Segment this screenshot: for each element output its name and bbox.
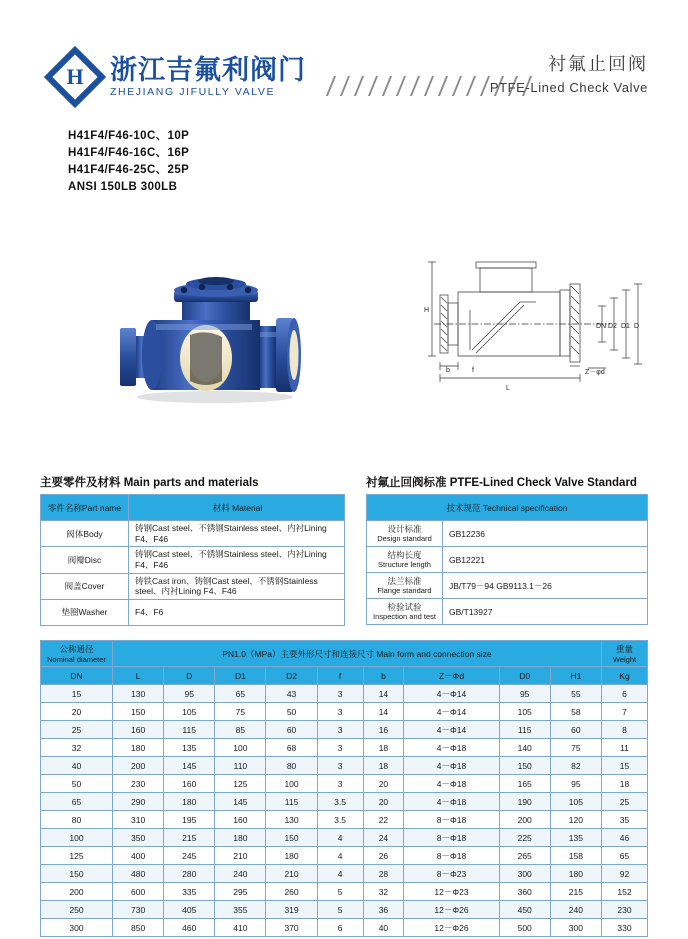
standard-item-cn: 设计标准 xyxy=(387,523,422,534)
cell-d0: 300 xyxy=(499,865,550,883)
table-row xyxy=(367,573,648,599)
standard-item-cn: 法兰标准 xyxy=(387,575,422,586)
cell-h1: 120 xyxy=(550,811,601,829)
cell-h1: 105 xyxy=(550,793,601,811)
cell-h1: 82 xyxy=(550,757,601,775)
table-row xyxy=(41,811,648,829)
standard-item-cell xyxy=(367,573,443,599)
cell-l: 160 xyxy=(113,721,164,739)
cell-d0: 95 xyxy=(499,685,550,703)
cell-kg: 15 xyxy=(602,757,648,775)
cell-d: 195 xyxy=(164,811,215,829)
cell-l: 130 xyxy=(113,685,164,703)
standard-item-cell xyxy=(367,547,443,573)
cell-f: 5 xyxy=(317,901,363,919)
cell-b: 14 xyxy=(363,703,404,721)
part-name-cn: 垫圈 xyxy=(61,607,79,618)
cell-d0: 165 xyxy=(499,775,550,793)
group-header-weight xyxy=(602,641,648,667)
col-l: L xyxy=(113,667,164,685)
col-d1: D1 xyxy=(215,667,266,685)
table-header-row xyxy=(41,495,345,521)
cell-l: 600 xyxy=(113,883,164,901)
table-row xyxy=(41,739,648,757)
cell-b: 16 xyxy=(363,721,404,739)
table-row xyxy=(41,919,648,937)
cell-h1: 135 xyxy=(550,829,601,847)
cell-d: 95 xyxy=(164,685,215,703)
parts-th-material: 材料 Material xyxy=(129,495,345,521)
cell-d2: 68 xyxy=(266,739,317,757)
group-header-weight-en: Weight xyxy=(612,655,637,664)
dim-label-D: D xyxy=(634,323,640,330)
cell-h1: 158 xyxy=(550,847,601,865)
cell-zd: 4－Φ18 xyxy=(404,793,499,811)
product-photo xyxy=(110,240,340,415)
cell-b: 26 xyxy=(363,847,404,865)
group-header-main-size: PN1.0（MPa）主要外形尺寸和连接尺寸 Main form and connection size xyxy=(113,641,602,667)
part-name-en: Disc xyxy=(84,554,102,565)
cell-zd: 4－Φ14 xyxy=(404,685,499,703)
cell-zd: 4－Φ18 xyxy=(404,775,499,793)
cell-dn: 200 xyxy=(41,883,113,901)
model-code-list xyxy=(68,128,189,196)
col-f: f xyxy=(317,667,363,685)
cell-l: 730 xyxy=(113,901,164,919)
cell-d: 135 xyxy=(164,739,215,757)
part-material-cell: 铸铁Cast iron、铸钢Cast steel、不锈钢Stainless steel、内衬Lining F4、F46 xyxy=(129,573,345,599)
cell-d0: 190 xyxy=(499,793,550,811)
standard-value-cell: GB12236 xyxy=(443,521,648,547)
part-name-en: Washer xyxy=(78,607,108,618)
table-row xyxy=(41,865,648,883)
cell-zd: 8－Φ23 xyxy=(404,865,499,883)
cell-d2: 80 xyxy=(266,757,317,775)
dim-label-DN: DN xyxy=(596,323,607,330)
standard-value-cell: GB/T13927 xyxy=(443,599,648,625)
dim-label-Zd: Z－φd xyxy=(585,369,605,376)
cell-b: 40 xyxy=(363,919,404,937)
cell-f: 5 xyxy=(317,883,363,901)
cell-f: 4 xyxy=(317,829,363,847)
model-code-line: ANSI 150LB 300LB xyxy=(68,181,178,193)
table-row xyxy=(41,793,648,811)
dim-label-H: H xyxy=(424,307,430,314)
cell-kg: 230 xyxy=(602,901,648,919)
cell-l: 200 xyxy=(113,757,164,775)
cell-zd: 4－Φ18 xyxy=(404,757,499,775)
cell-dn: 65 xyxy=(41,793,113,811)
table-row xyxy=(41,521,345,547)
cell-d0: 225 xyxy=(499,829,550,847)
cell-b: 20 xyxy=(363,793,404,811)
cell-d1: 160 xyxy=(215,811,266,829)
cell-f: 3 xyxy=(317,703,363,721)
cell-d2: 43 xyxy=(266,685,317,703)
company-name-cn: 浙江吉氟利阀门 xyxy=(110,54,306,85)
standard-value-cell: GB12221 xyxy=(443,547,648,573)
table-row xyxy=(41,685,648,703)
main-parts-table xyxy=(40,494,345,626)
model-code-line: H41F4/F46-16C、16P xyxy=(68,147,190,159)
cell-l: 310 xyxy=(113,811,164,829)
group-header-weight-cn: 重量 xyxy=(615,644,633,654)
cell-d2: 370 xyxy=(266,919,317,937)
col-dn: DN xyxy=(41,667,113,685)
cell-d: 105 xyxy=(164,703,215,721)
part-name-cell xyxy=(41,521,129,547)
cell-d2: 50 xyxy=(266,703,317,721)
cell-d1: 410 xyxy=(215,919,266,937)
cell-d: 160 xyxy=(164,775,215,793)
standard-heading-en: PTFE-Lined Check Valve Standard xyxy=(449,477,637,489)
technical-drawing xyxy=(410,240,660,415)
col-h1: H1 xyxy=(550,667,601,685)
cell-zd: 12－Φ26 xyxy=(404,919,499,937)
table-row xyxy=(367,547,648,573)
standard-item-en: Design standard xyxy=(377,534,432,544)
cell-l: 400 xyxy=(113,847,164,865)
cell-d1: 240 xyxy=(215,865,266,883)
standard-item-en: Flange standard xyxy=(377,586,432,596)
cell-zd: 4－Φ18 xyxy=(404,739,499,757)
cell-d: 145 xyxy=(164,757,215,775)
product-title-block xyxy=(490,50,648,95)
cell-f: 3 xyxy=(317,721,363,739)
cell-kg: 152 xyxy=(602,883,648,901)
cell-h1: 180 xyxy=(550,865,601,883)
table-row xyxy=(41,573,345,599)
standard-item-en: Inspection and test xyxy=(373,612,436,622)
cell-d1: 125 xyxy=(215,775,266,793)
standard-section-heading xyxy=(366,474,637,490)
cell-l: 290 xyxy=(113,793,164,811)
cell-kg: 25 xyxy=(602,793,648,811)
table-row xyxy=(41,547,345,573)
check-valve-illustration xyxy=(110,240,340,415)
table-header-row xyxy=(41,667,648,685)
standard-heading-cn: 衬氟止回阀标准 xyxy=(366,477,447,489)
cell-f: 4 xyxy=(317,865,363,883)
cell-kg: 92 xyxy=(602,865,648,883)
dim-label-L: L xyxy=(506,385,510,392)
table-row xyxy=(41,703,648,721)
group-header-nominal-en: Nominal diameter xyxy=(47,655,106,664)
cell-l: 180 xyxy=(113,739,164,757)
cell-b: 18 xyxy=(363,739,404,757)
cell-d1: 210 xyxy=(215,847,266,865)
cell-zd: 4－Φ14 xyxy=(404,721,499,739)
cell-f: 3 xyxy=(317,757,363,775)
cell-d0: 105 xyxy=(499,703,550,721)
cell-dn: 15 xyxy=(41,685,113,703)
cell-dn: 40 xyxy=(41,757,113,775)
group-header-nominal xyxy=(41,641,113,667)
table-row xyxy=(41,883,648,901)
cell-kg: 8 xyxy=(602,721,648,739)
table-group-header-row xyxy=(41,641,648,667)
cell-d1: 145 xyxy=(215,793,266,811)
part-name-en: Body xyxy=(83,528,103,539)
cell-d1: 100 xyxy=(215,739,266,757)
cell-l: 150 xyxy=(113,703,164,721)
cell-l: 350 xyxy=(113,829,164,847)
parts-heading-en: Main parts and materials xyxy=(123,477,259,489)
logo-text xyxy=(110,56,306,98)
cell-h1: 58 xyxy=(550,703,601,721)
cell-dn: 125 xyxy=(41,847,113,865)
cell-d1: 110 xyxy=(215,757,266,775)
table-row xyxy=(41,901,648,919)
cell-d: 115 xyxy=(164,721,215,739)
standard-value-cell: JB/T79－94 GB9113.1－26 xyxy=(443,573,648,599)
cell-d1: 65 xyxy=(215,685,266,703)
cell-dn: 80 xyxy=(41,811,113,829)
col-b: b xyxy=(363,667,404,685)
cell-b: 20 xyxy=(363,775,404,793)
part-name-cell xyxy=(41,599,129,625)
part-material-cell: 铸钢Cast steel、不锈钢Stainless steel、内衬Lining F4、F46 xyxy=(129,521,345,547)
cell-d2: 180 xyxy=(266,847,317,865)
cell-d0: 360 xyxy=(499,883,550,901)
cell-l: 480 xyxy=(113,865,164,883)
cell-kg: 11 xyxy=(602,739,648,757)
cell-d1: 295 xyxy=(215,883,266,901)
company-logo xyxy=(50,52,306,102)
cell-dn: 150 xyxy=(41,865,113,883)
parts-heading-cn: 主要零件及材料 xyxy=(40,477,121,489)
cell-h1: 240 xyxy=(550,901,601,919)
cell-d0: 500 xyxy=(499,919,550,937)
model-code-line: H41F4/F46-25C、25P xyxy=(68,164,190,176)
cell-kg: 35 xyxy=(602,811,648,829)
part-name-cn: 阀体 xyxy=(66,528,84,539)
standard-item-cn: 检验试验 xyxy=(387,601,422,612)
cell-zd: 8－Φ18 xyxy=(404,829,499,847)
cell-d1: 75 xyxy=(215,703,266,721)
table-row xyxy=(41,721,648,739)
cell-zd: 12－Φ26 xyxy=(404,901,499,919)
cell-d0: 200 xyxy=(499,811,550,829)
part-name-cell xyxy=(41,547,129,573)
cell-h1: 55 xyxy=(550,685,601,703)
table-row xyxy=(41,775,648,793)
part-name-cn: 阀瓣 xyxy=(67,554,85,565)
cell-f: 3.5 xyxy=(317,811,363,829)
table-row xyxy=(367,599,648,625)
dimension-table xyxy=(40,640,648,937)
product-title-cn: 衬氟止回阀 xyxy=(548,54,648,74)
cell-zd: 12－Φ23 xyxy=(404,883,499,901)
standard-item-cell xyxy=(367,521,443,547)
cell-d1: 355 xyxy=(215,901,266,919)
cell-b: 18 xyxy=(363,757,404,775)
col-d0: D0 xyxy=(499,667,550,685)
cell-f: 6 xyxy=(317,919,363,937)
cell-d2: 100 xyxy=(266,775,317,793)
standard-item-cn: 结构长度 xyxy=(387,549,422,560)
cell-d0: 450 xyxy=(499,901,550,919)
logo-letter: H xyxy=(66,64,84,89)
cell-zd: 8－Φ18 xyxy=(404,811,499,829)
part-name-cn: 阀盖 xyxy=(64,581,82,592)
table-row xyxy=(41,847,648,865)
cell-h1: 95 xyxy=(550,775,601,793)
table-row xyxy=(367,521,648,547)
cell-d2: 130 xyxy=(266,811,317,829)
table-row xyxy=(41,599,345,625)
cell-d1: 180 xyxy=(215,829,266,847)
cell-d: 215 xyxy=(164,829,215,847)
dim-label-D1: D1 xyxy=(621,323,630,330)
cell-d: 335 xyxy=(164,883,215,901)
cell-b: 36 xyxy=(363,901,404,919)
cell-kg: 6 xyxy=(602,685,648,703)
cell-dn: 100 xyxy=(41,829,113,847)
standard-item-cell xyxy=(367,599,443,625)
logo-diamond-icon xyxy=(50,52,100,102)
cell-zd: 8－Φ18 xyxy=(404,847,499,865)
table-row xyxy=(41,757,648,775)
cell-dn: 300 xyxy=(41,919,113,937)
cell-kg: 330 xyxy=(602,919,648,937)
dim-label-D2: D2 xyxy=(608,323,617,330)
table-header-row xyxy=(367,495,648,521)
cell-h1: 75 xyxy=(550,739,601,757)
standard-th-spec: 技术规范 Technical specification xyxy=(367,495,648,521)
part-material-cell: 铸钢Cast steel、不锈钢Stainless steel、内衬Lining F4、F46 xyxy=(129,547,345,573)
cell-dn: 50 xyxy=(41,775,113,793)
group-header-nominal-cn: 公称通径 xyxy=(59,644,94,654)
cell-d0: 265 xyxy=(499,847,550,865)
cell-d2: 319 xyxy=(266,901,317,919)
cell-l: 230 xyxy=(113,775,164,793)
cell-kg: 65 xyxy=(602,847,648,865)
dim-label-f: f xyxy=(472,367,474,374)
cell-d: 280 xyxy=(164,865,215,883)
col-d2: D2 xyxy=(266,667,317,685)
cell-f: 3 xyxy=(317,775,363,793)
col-zd: Z－Φd xyxy=(404,667,499,685)
standard-item-en: Structure length xyxy=(378,560,431,570)
cell-d1: 85 xyxy=(215,721,266,739)
col-d: D xyxy=(164,667,215,685)
cell-f: 4 xyxy=(317,847,363,865)
cell-b: 14 xyxy=(363,685,404,703)
cell-kg: 18 xyxy=(602,775,648,793)
cell-b: 22 xyxy=(363,811,404,829)
cell-b: 32 xyxy=(363,883,404,901)
cell-d: 460 xyxy=(164,919,215,937)
cell-dn: 20 xyxy=(41,703,113,721)
cell-d: 180 xyxy=(164,793,215,811)
cell-f: 3 xyxy=(317,739,363,757)
part-material-cell: F4、F6 xyxy=(129,599,345,625)
cell-d2: 150 xyxy=(266,829,317,847)
cell-d0: 150 xyxy=(499,757,550,775)
cell-dn: 32 xyxy=(41,739,113,757)
company-name-en: ZHEJIANG JIFULLY VALVE xyxy=(110,86,276,99)
part-name-cell xyxy=(41,573,129,599)
cell-d: 405 xyxy=(164,901,215,919)
part-name-en: Cover xyxy=(81,581,105,592)
parts-th-name: 零件名称Part name xyxy=(41,495,129,521)
cell-b: 24 xyxy=(363,829,404,847)
dimension-drawing xyxy=(410,240,660,415)
cell-kg: 46 xyxy=(602,829,648,847)
cell-kg: 7 xyxy=(602,703,648,721)
model-code-line: H41F4/F46-10C、10P xyxy=(68,130,190,142)
cell-d2: 260 xyxy=(266,883,317,901)
cell-dn: 25 xyxy=(41,721,113,739)
parts-section-heading xyxy=(40,474,259,490)
standard-table xyxy=(366,494,648,625)
cell-d2: 115 xyxy=(266,793,317,811)
cell-d2: 60 xyxy=(266,721,317,739)
cell-b: 28 xyxy=(363,865,404,883)
cell-d: 245 xyxy=(164,847,215,865)
page-header xyxy=(0,0,688,112)
cell-f: 3.5 xyxy=(317,793,363,811)
cell-d2: 210 xyxy=(266,865,317,883)
cell-h1: 60 xyxy=(550,721,601,739)
table-row xyxy=(41,829,648,847)
cell-d0: 140 xyxy=(499,739,550,757)
cell-h1: 215 xyxy=(550,883,601,901)
product-title-en: PTFE-Lined Check Valve xyxy=(489,80,648,95)
cell-d0: 115 xyxy=(499,721,550,739)
cell-l: 850 xyxy=(113,919,164,937)
cell-dn: 250 xyxy=(41,901,113,919)
cell-f: 3 xyxy=(317,685,363,703)
cell-h1: 300 xyxy=(550,919,601,937)
col-kg: Kg xyxy=(602,667,648,685)
dim-label-b: b xyxy=(446,367,450,374)
cell-zd: 4－Φ14 xyxy=(404,703,499,721)
